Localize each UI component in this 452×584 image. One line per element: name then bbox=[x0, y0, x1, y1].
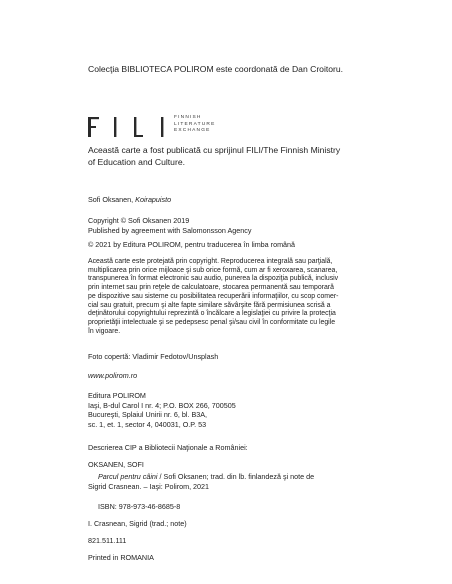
cover-photo-credit: Foto copertă: Vladimir Fedotov/Unsplash bbox=[88, 352, 219, 361]
copyright-block bbox=[88, 216, 251, 235]
original-title-text: Koirapuisto bbox=[135, 195, 172, 204]
publisher-address bbox=[88, 391, 236, 429]
legal-line: pe dispozitive sau sisteme cu posibilitatea recuperării informaţiilor, cu scop comer- bbox=[88, 292, 339, 300]
printed-note: Printed in ROMANIA bbox=[88, 553, 154, 562]
cip-title-line-2: Sigrid Crasnean. – Iaşi: Polirom, 2021 bbox=[88, 481, 210, 491]
fili-line-3: EXCHANGE bbox=[174, 128, 211, 133]
legal-line: cial sau gratuit, precum şi alte fapte similare săvârşite fără permisiunea scrisă a bbox=[88, 301, 331, 309]
website-link[interactable]: www.polirom.ro bbox=[88, 371, 138, 380]
legal-line: în vigoare. bbox=[88, 327, 121, 335]
copyright-line-1: Copyright © Sofi Oksanen 2019 bbox=[88, 216, 190, 225]
original-title bbox=[88, 195, 171, 205]
legal-line: deţinătorului copyrightului reprezintă o încălcare a legislaţiei cu privire la protecţia bbox=[88, 310, 336, 318]
publisher-line: Iaşi, B-dul Carol I nr. 4; P.O. BOX 266, 700505 bbox=[88, 400, 236, 410]
cip-contributor: I. Crasnean, Sigrid (trad.; note) bbox=[88, 519, 187, 528]
support-line-2: of Education and Culture. bbox=[88, 156, 185, 167]
legal-line: Această carte este protejată prin copyright. Reproducerea integrală sau parţială, bbox=[88, 258, 333, 265]
fili-line-2: LITERATURE bbox=[174, 121, 216, 127]
cip-title-italic: Parcul pentru câini bbox=[98, 472, 158, 481]
legal-line: proprietăţii intelectuale şi se pedepsesc penal şi/sau civil în conformitate cu legile bbox=[88, 318, 336, 326]
publisher-line: Bucureşti, Splaiul Unirii nr. 6, bl. B3A, bbox=[88, 410, 208, 420]
romanian-rights: © 2021 by Editura POLIROM, pentru traducerea în limba română bbox=[88, 240, 296, 249]
cip-title-rest: / Sofi Oksanen; trad. din lb. finlandeză şi note de bbox=[157, 472, 315, 481]
collection-note: Colecţia BIBLIOTECA POLIROM este coordonată de Dan Croitoru. bbox=[88, 64, 344, 74]
publisher-line: sc. 1, et. 1, sector 4, 040031, O.P. 53 bbox=[88, 419, 207, 429]
cip-heading: Descrierea CIP a Bibliotecii Naţionale a României: bbox=[88, 443, 248, 452]
support-note bbox=[88, 145, 340, 168]
publisher-line: Editura POLIROM bbox=[88, 391, 146, 400]
copyright-line-2: Published by agreement with Salomonsson Agency bbox=[88, 225, 252, 235]
cip-title-block bbox=[88, 472, 314, 491]
fili-logo bbox=[88, 116, 168, 138]
cip-title-line-1 bbox=[88, 472, 314, 482]
cip-author: OKSANEN, SOFI bbox=[88, 460, 144, 469]
legal-notice bbox=[88, 258, 338, 336]
fili-name bbox=[174, 115, 216, 135]
cip-classification: 821.511.111 bbox=[88, 536, 127, 545]
fili-line-1: FINNISH bbox=[174, 115, 202, 120]
original-author: Sofi Oksanen, bbox=[88, 195, 134, 204]
legal-line: multiplicarea prin orice mijloace şi sub orice formă, cum ar fi xeroxarea, scanarea, bbox=[88, 266, 338, 274]
legal-line: transpunerea în format electronic sau audio, punerea la dispoziţia publică, inclusiv bbox=[88, 275, 339, 283]
support-line-1: Această carte a fost publicată cu sprijinul FILI/The Finnish Ministry bbox=[88, 145, 341, 155]
legal-line: prin internet sau prin reţele de calculatoare, stocarea permanentă sau temporară bbox=[88, 284, 334, 292]
cip-isbn: ISBN: 978-973-46-8685-8 bbox=[98, 502, 181, 511]
